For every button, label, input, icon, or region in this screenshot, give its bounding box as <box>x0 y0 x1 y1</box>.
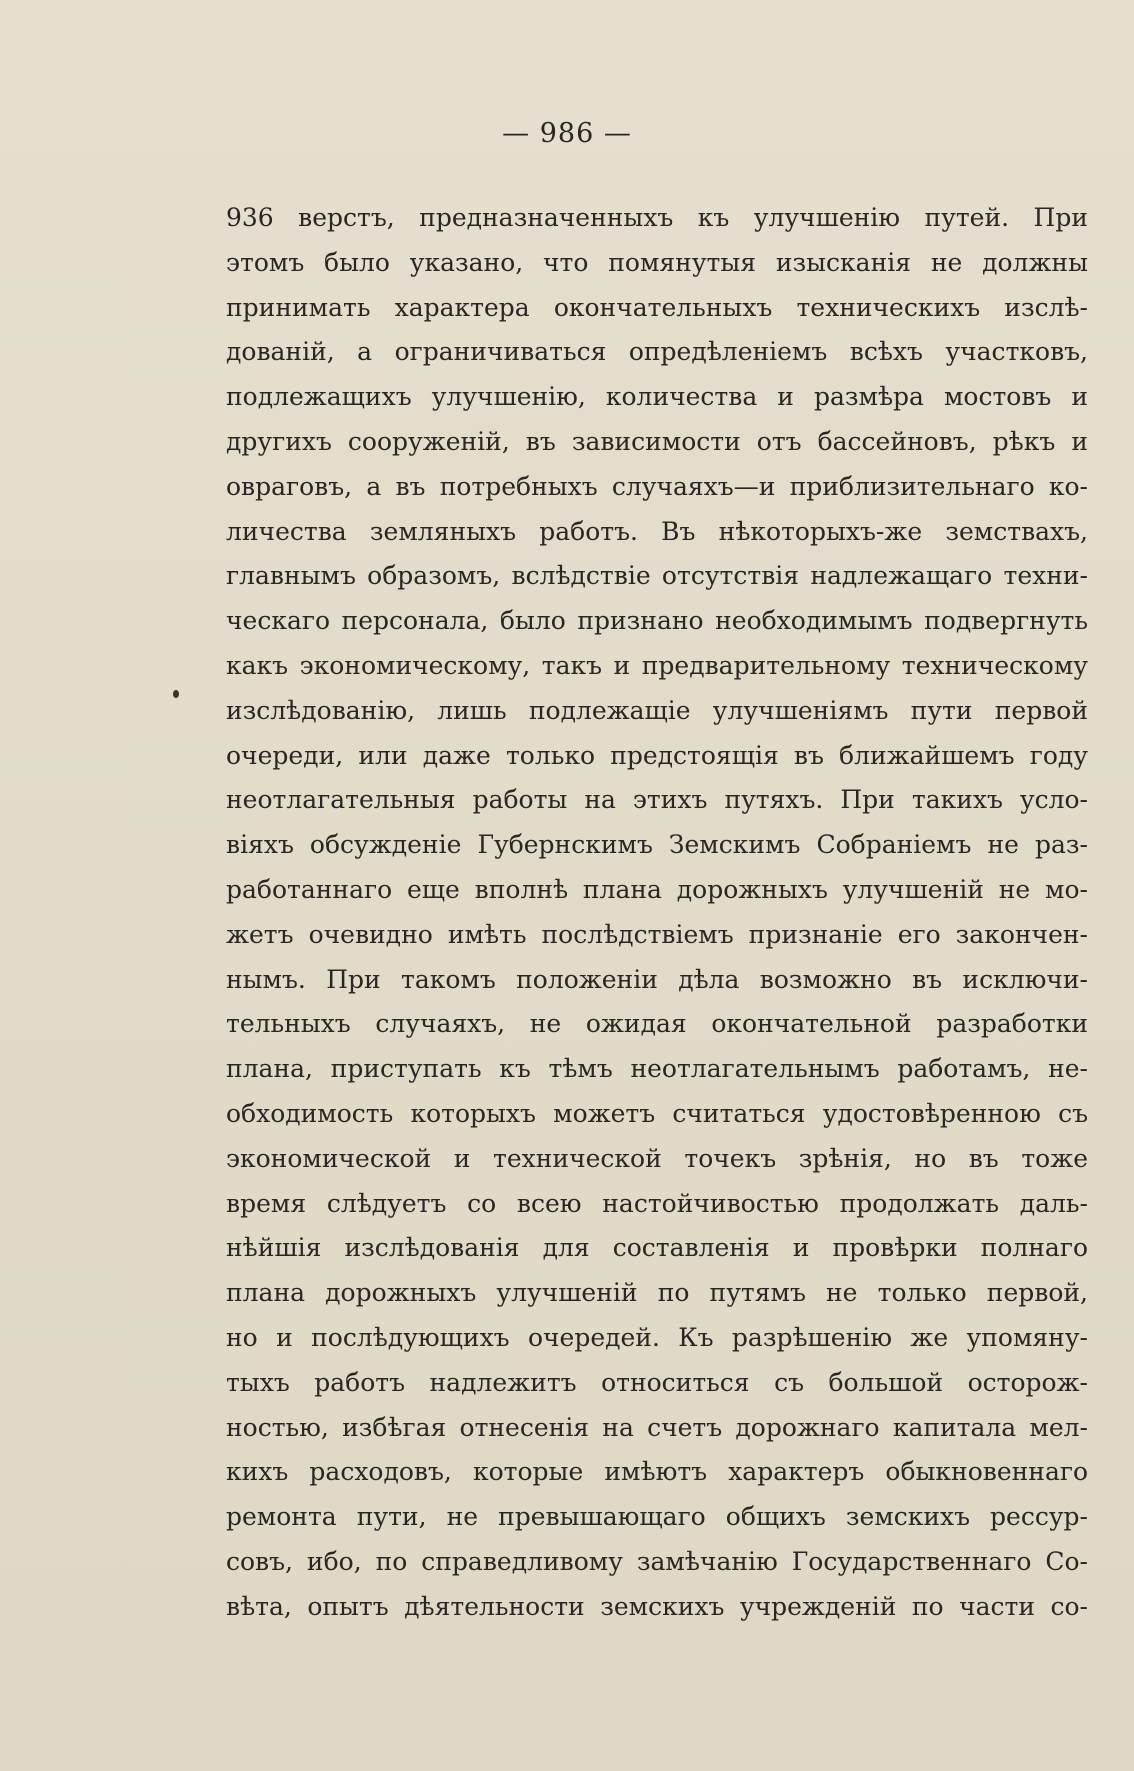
text-line: главнымъ образомъ, вслѣдствіе отсутствія надлежащаго техни- <box>226 561 1088 591</box>
text-line: другихъ сооруженій, въ зависимости отъ бассейновъ, рѣкъ и <box>226 426 1088 456</box>
text-line: подлежащихъ улучшенію, количества и размѣра мостовъ и <box>226 382 1088 412</box>
text-line: нымъ. При такомъ положеніи дѣла возможно въ исключи- <box>226 964 1088 994</box>
text-line: время слѣдуетъ со всею настойчивостью продолжать даль- <box>226 1188 1088 1218</box>
text-line: нѣйшія изслѣдованія для составленія и провѣрки полнаго <box>226 1233 1088 1263</box>
text-line: тыхъ работъ надлежитъ относиться съ большой осторож- <box>226 1367 1088 1397</box>
body-text <box>226 196 1088 1630</box>
text-line: этомъ было указано, что помянутыя изысканія не должны <box>226 247 1088 277</box>
text-line: неотлагательныя работы на этихъ путяхъ. При такихъ усло- <box>226 785 1088 815</box>
text-line: принимать характера окончательныхъ техническихъ изслѣ- <box>226 292 1088 322</box>
ink-speck <box>173 690 179 698</box>
text-line: ностью, избѣгая отнесенія на счетъ дорожнаго капитала мел- <box>226 1412 1088 1442</box>
text-line: жетъ очевидно имѣть послѣдствіемъ признаніе его закончен- <box>226 919 1088 949</box>
text-line: личества земляныхъ работъ. Въ нѣкоторыхъ-же земствахъ, <box>226 516 1088 546</box>
text-line: экономической и технической точекъ зрѣнія, но въ тоже <box>226 1143 1088 1173</box>
text-line: очереди, или даже только предстоящія въ ближайшемъ году <box>226 740 1088 770</box>
text-line: ческаго персонала, было признано необходимымъ подвергнуть <box>226 606 1088 636</box>
text-line: віяхъ обсужденіе Губернскимъ Земскимъ Собраніемъ не раз- <box>226 830 1088 860</box>
text-line: ремонта пути, не превышающаго общихъ земскихъ рессур- <box>226 1502 1088 1532</box>
text-line: изслѣдованію, лишь подлежащіе улучшеніямъ пути первой <box>226 695 1088 725</box>
text-line: совъ, ибо, по справедливому замѣчанію Государственнаго Со- <box>226 1546 1088 1576</box>
text-line: тельныхъ случаяхъ, не ожидая окончательной разработки <box>226 1009 1088 1039</box>
text-line: плана, приступать къ тѣмъ неотлагательнымъ работамъ, не- <box>226 1054 1088 1084</box>
text-line: работаннаго еще вполнѣ плана дорожныхъ улучшеній не мо- <box>226 874 1088 904</box>
text-line: обходимость которыхъ можетъ считаться удостовѣренною съ <box>226 1098 1088 1128</box>
text-line: овраговъ, а въ потребныхъ случаяхъ—и приблизительнаго ко- <box>226 471 1088 501</box>
text-line: плана дорожныхъ улучшеній по путямъ не только первой, <box>226 1278 1088 1308</box>
text-line: какъ экономическому, такъ и предварительному техническому <box>226 650 1088 680</box>
text-line: 936 верстъ, предназначенныхъ къ улучшенію путей. При <box>226 203 1088 232</box>
text-line: вѣта, опытъ дѣятельности земскихъ учрежденій по части со- <box>226 1591 1088 1621</box>
text-line: кихъ расходовъ, которые имѣютъ характеръ обыкновеннаго <box>226 1457 1088 1487</box>
text-line: но и послѣдующихъ очередей. Къ разрѣшенію же упомяну- <box>226 1322 1088 1352</box>
text-line: дованій, а ограничиваться опредѣленіемъ всѣхъ участковъ, <box>226 337 1088 367</box>
page-number: — 986 — <box>502 118 632 149</box>
